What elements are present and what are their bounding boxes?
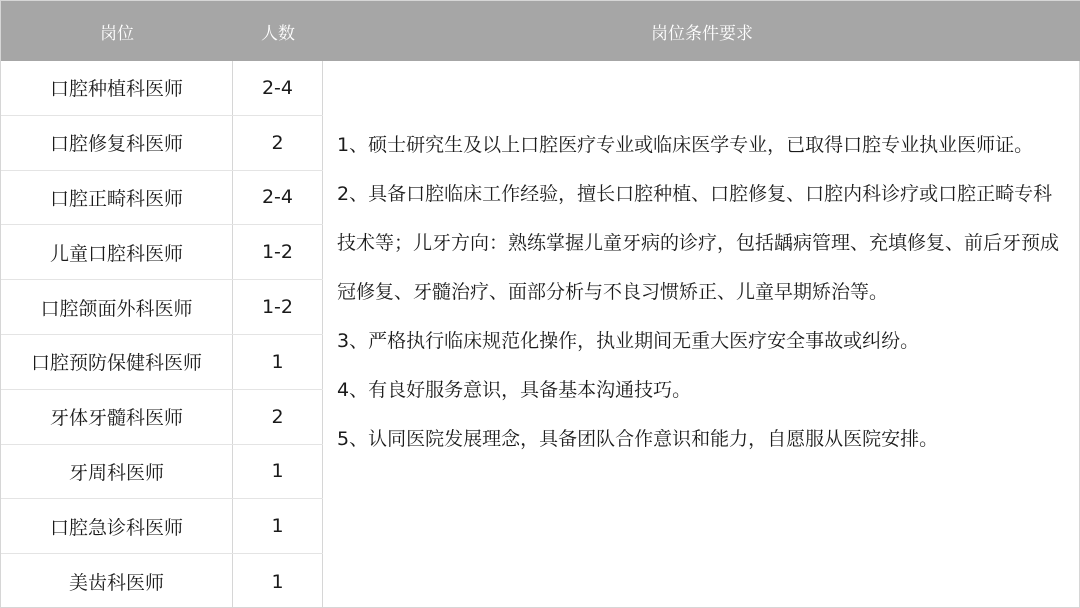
count-cell: 1 <box>233 499 323 553</box>
position-cell: 口腔颌面外科医师 <box>1 280 233 334</box>
table-row <box>1 499 323 554</box>
header-position: 岗位 <box>100 23 134 44</box>
count-cell: 2-4 <box>233 171 323 225</box>
table-row <box>1 171 323 226</box>
table-row <box>1 116 323 171</box>
position-cell: 口腔急诊科医师 <box>1 499 233 553</box>
position-cell: 口腔预防保健科医师 <box>1 335 233 389</box>
position-cell: 牙体牙髓科医师 <box>1 390 233 444</box>
requirement-2: 2、具备口腔临床工作经验，擅长口腔种植、口腔修复、口腔内科诊疗或口腔正畸专科技术等；儿牙方向：熟练掌握儿童牙病的诊疗，包括龋病管理、充填修复、前后牙预成冠修复、牙髓治疗、面部分析与不良习惯矫正、儿童早期矫治等。 <box>337 183 1060 303</box>
table-row <box>1 445 323 500</box>
count-cell: 1 <box>233 554 323 608</box>
count-cell: 2 <box>233 390 323 444</box>
requirements-cell <box>323 61 1080 608</box>
requirement-4: 4、有良好服务意识，具备基本沟通技巧。 <box>337 379 692 401</box>
position-cell: 儿童口腔科医师 <box>1 225 233 279</box>
table-row <box>1 390 323 445</box>
table-row <box>1 225 323 280</box>
header-count: 人数 <box>261 23 295 44</box>
requirement-3: 3、严格执行临床规范化操作，执业期间无重大医疗安全事故或纠纷。 <box>337 330 920 352</box>
count-cell: 1-2 <box>233 280 323 334</box>
table-row <box>1 554 323 608</box>
position-cell: 美齿科医师 <box>1 554 233 608</box>
position-cell: 牙周科医师 <box>1 445 233 499</box>
table-row <box>1 335 323 390</box>
count-cell: 1 <box>233 445 323 499</box>
table-header <box>1 1 1080 61</box>
count-cell: 2 <box>233 116 323 170</box>
position-cell: 口腔正畸科医师 <box>1 171 233 225</box>
header-requirements: 岗位条件要求 <box>651 23 753 44</box>
table-row <box>1 280 323 335</box>
positions-list <box>1 61 323 608</box>
table-row <box>1 61 323 116</box>
requirement-5: 5、认同医院发展理念，具备团队合作意识和能力，自愿服从医院安排。 <box>337 428 939 450</box>
requirement-1: 1、硕士研究生及以上口腔医疗专业或临床医学专业，已取得口腔专业执业医师证。 <box>337 134 1034 156</box>
count-cell: 2-4 <box>233 61 323 115</box>
position-cell: 口腔修复科医师 <box>1 116 233 170</box>
count-cell: 1-2 <box>233 225 323 279</box>
count-cell: 1 <box>233 335 323 389</box>
position-cell: 口腔种植科医师 <box>1 61 233 115</box>
